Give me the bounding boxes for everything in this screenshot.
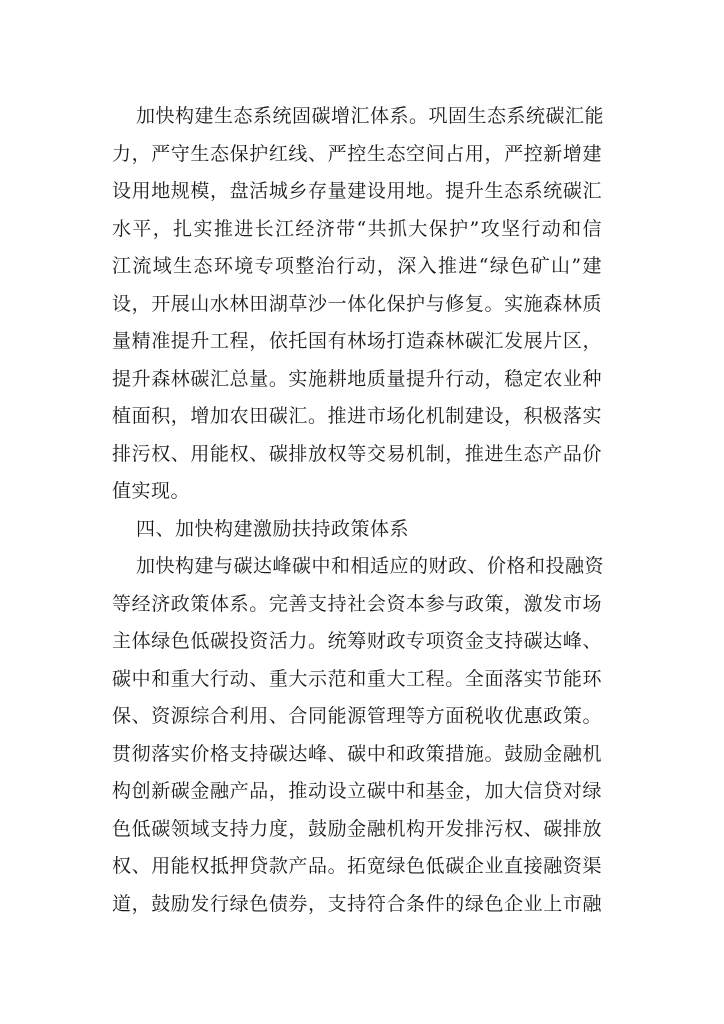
- paragraph-line: 碳中和重大行动、重大示范和重大工程。全面落实节能环: [112, 667, 602, 690]
- paragraph-line: 提升森林碳汇总量。实施耕地质量提升行动，稳定农业种: [112, 367, 602, 390]
- paragraph-line: 构创新碳金融产品，推动设立碳中和基金，加大信贷对绿: [112, 780, 602, 802]
- paragraph-line: 等经济政策体系。完善支持社会资本参与政策，激发市场: [112, 592, 602, 615]
- paragraph-line: 道，鼓励发行绿色债券，支持符合条件的绿色企业上市融: [112, 892, 602, 915]
- section-heading: 四、加快构建激励扶持政策体系: [136, 517, 410, 540]
- paragraph-line: 量精准提升工程，依托国有林场打造森林碳汇发展片区，: [112, 330, 602, 352]
- paragraph-line: 植面积，增加农田碳汇。推进市场化机制建设，积极落实: [112, 405, 602, 427]
- paragraph-carbon-sink: [112, 98, 605, 511]
- paragraph-line: 江流域生态环境专项整治行动，深入推进“绿色矿山”建: [112, 255, 602, 277]
- paragraph-incentive-policy: [112, 548, 605, 923]
- paragraph-line: 主体绿色低碳投资活力。统筹财政专项资金支持碳达峰、: [112, 630, 602, 652]
- paragraph-line: 水平，扎实推进长江经济带“共抓大保护”攻坚行动和信: [112, 217, 602, 240]
- paragraph-line: 设用地规模，盘活城乡存量建设用地。提升生态系统碳汇: [112, 180, 602, 202]
- paragraph-line: 排污权、用能权、碳排放权等交易机制，推进生态产品价: [112, 442, 602, 465]
- paragraph-line: 加快构建生态系统固碳增汇体系。巩固生态系统碳汇能: [136, 105, 605, 127]
- paragraph-line: 加快构建与碳达峰碳中和相适应的财政、价格和投融资: [136, 555, 605, 577]
- paragraph-line: 力，严守生态保护红线、严控生态空间占用，严控新增建: [112, 142, 602, 165]
- document-body: [112, 98, 605, 923]
- paragraph-line: 贯彻落实价格支持碳达峰、碳中和政策措施。鼓励金融机: [112, 742, 602, 765]
- paragraph-line: 权、用能权抵押贷款产品。拓宽绿色低碳企业直接融资渠: [112, 855, 602, 877]
- paragraph-line: 保、资源综合利用、合同能源管理等方面税收优惠政策。: [112, 705, 602, 727]
- paragraph-line: 设，开展山水林田湖草沙一体化保护与修复。实施森林质: [112, 292, 602, 315]
- paragraph-line: 色低碳领域支持力度，鼓励金融机构开发排污权、碳排放: [112, 817, 602, 840]
- paragraph-line: 值实现。: [112, 480, 191, 502]
